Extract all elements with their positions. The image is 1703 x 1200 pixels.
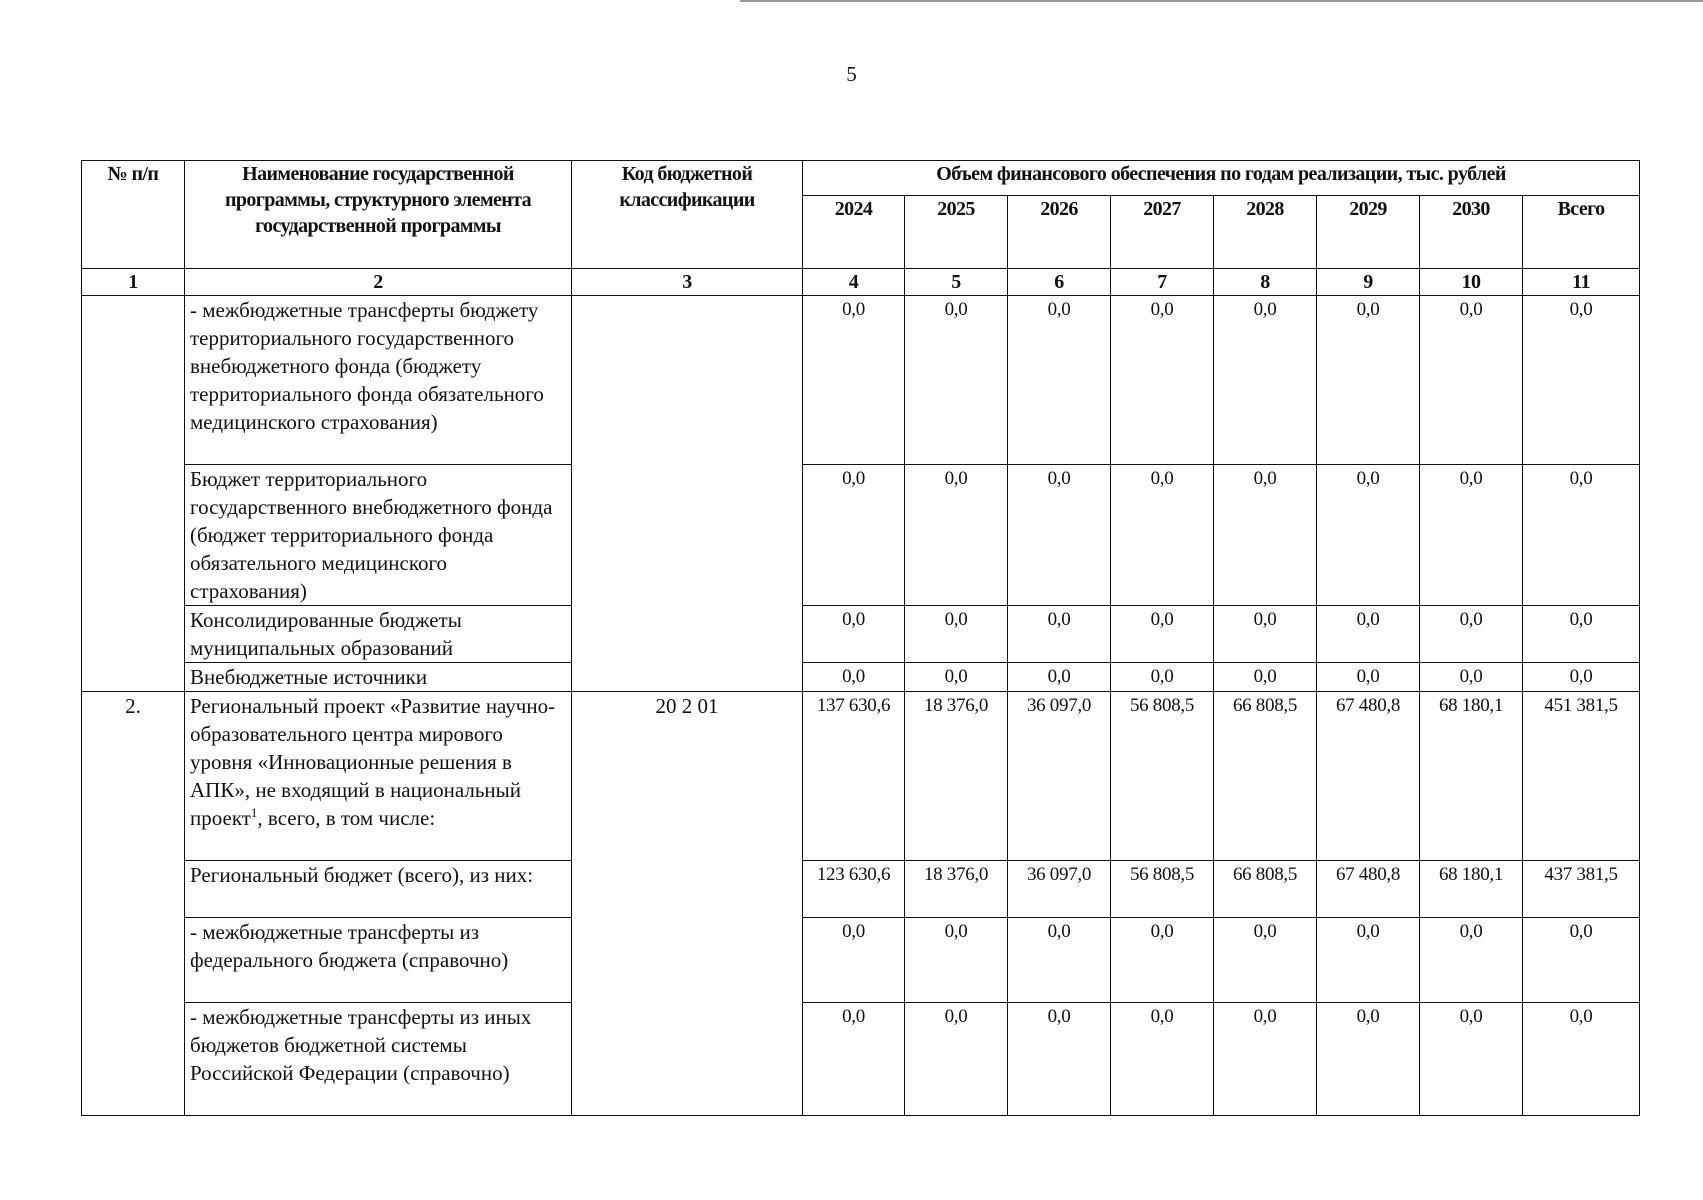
value-cell: 0,0: [1111, 296, 1214, 465]
value-cell: 0,0: [1214, 1003, 1317, 1116]
value-total-cell: 0,0: [1523, 296, 1640, 465]
row-name: Бюджет территориального государственного внебюджетного фонда (бюджет территориального фонда обязательного медицинского страхования): [185, 465, 572, 606]
value-cell: 0,0: [803, 918, 905, 1003]
value-cell: 0,0: [905, 918, 1008, 1003]
value-cell: 0,0: [1111, 918, 1214, 1003]
value-cell: 0,0: [1420, 663, 1523, 692]
value-cell: 0,0: [1111, 465, 1214, 606]
table-row: [82, 606, 1640, 663]
value-cell: 18 376,0: [905, 692, 1008, 861]
value-total-cell: 0,0: [1523, 918, 1640, 1003]
value-cell: 137 630,6: [803, 692, 905, 861]
value-cell: 0,0: [1420, 606, 1523, 663]
value-cell: 0,0: [1111, 1003, 1214, 1116]
row-name: - межбюджетные трансферты из федерального бюджета (справочно): [185, 918, 572, 1003]
value-total-cell: 451 381,5: [1523, 692, 1640, 861]
value-cell: 0,0: [905, 663, 1008, 692]
value-cell: 0,0: [905, 465, 1008, 606]
value-cell: 0,0: [1214, 465, 1317, 606]
header-np: № п/п: [82, 161, 185, 269]
column-number: 2: [185, 269, 572, 296]
value-total-cell: 437 381,5: [1523, 861, 1640, 918]
value-cell: 0,0: [1317, 606, 1420, 663]
value-cell: 123 630,6: [803, 861, 905, 918]
header-year: 2029: [1317, 196, 1420, 269]
value-cell: 67 480,8: [1317, 861, 1420, 918]
page-number: 5: [846, 62, 857, 86]
table-row: [82, 465, 1640, 606]
value-cell: 0,0: [1317, 465, 1420, 606]
value-cell: 0,0: [1317, 1003, 1420, 1116]
header-total: Всего: [1523, 196, 1640, 269]
value-cell: 66 808,5: [1214, 861, 1317, 918]
value-cell: 0,0: [1111, 663, 1214, 692]
column-number: 6: [1008, 269, 1111, 296]
value-total-cell: 0,0: [1523, 1003, 1640, 1116]
header-code: Код бюджетной классификации: [572, 161, 803, 269]
row-number: [82, 296, 185, 692]
value-cell: 0,0: [1008, 465, 1111, 606]
column-number: 5: [905, 269, 1008, 296]
header-funding-group: Объем финансового обеспечения по годам реализации, тыс. рублей: [803, 161, 1640, 196]
value-cell: 0,0: [1214, 918, 1317, 1003]
value-cell: 66 808,5: [1214, 692, 1317, 861]
header-name: Наименование государственной программы, структурного элемента государственной программы: [185, 161, 572, 269]
footnote-mark: 1: [250, 805, 258, 820]
column-number: 11: [1523, 269, 1640, 296]
table-row: [82, 692, 1640, 861]
value-cell: 68 180,1: [1420, 692, 1523, 861]
column-number: 7: [1111, 269, 1214, 296]
column-number: 4: [803, 269, 905, 296]
row-name: - межбюджетные трансферты из иных бюджетов бюджетной системы Российской Федерации (справочно): [185, 1003, 572, 1116]
value-cell: 0,0: [803, 606, 905, 663]
funding-table: [81, 160, 1640, 1116]
header-year: 2024: [803, 196, 905, 269]
value-cell: 36 097,0: [1008, 692, 1111, 861]
row-name: Внебюджетные источники: [185, 663, 572, 692]
value-cell: 36 097,0: [1008, 861, 1111, 918]
header-year: 2030: [1420, 196, 1523, 269]
value-total-cell: 0,0: [1523, 606, 1640, 663]
table-row: [82, 1003, 1640, 1116]
value-cell: 0,0: [905, 606, 1008, 663]
column-number: 3: [572, 269, 803, 296]
value-cell: 0,0: [905, 1003, 1008, 1116]
value-cell: 0,0: [1317, 663, 1420, 692]
row-code: 20 2 01: [572, 692, 803, 1116]
value-cell: 0,0: [803, 296, 905, 465]
project-name-tail: , всего, в том числе:: [257, 806, 436, 830]
header-year: 2026: [1008, 196, 1111, 269]
value-cell: 68 180,1: [1420, 861, 1523, 918]
value-cell: 0,0: [1008, 606, 1111, 663]
value-cell: 56 808,5: [1111, 692, 1214, 861]
value-cell: 0,0: [905, 296, 1008, 465]
project-name-text: Региональный проект «Развитие научно-образовательного центра мирового уровня «Инновационные решения в АПК», не входящий в национальный проект: [190, 694, 556, 830]
value-cell: 0,0: [1214, 663, 1317, 692]
value-total-cell: 0,0: [1523, 465, 1640, 606]
table-row: [82, 296, 1640, 465]
column-number: 10: [1420, 269, 1523, 296]
column-number: 1: [82, 269, 185, 296]
value-cell: 0,0: [1317, 918, 1420, 1003]
value-cell: 0,0: [803, 465, 905, 606]
table-row: [82, 861, 1640, 918]
value-cell: 0,0: [1008, 296, 1111, 465]
value-cell: 18 376,0: [905, 861, 1008, 918]
value-cell: 0,0: [1420, 1003, 1523, 1116]
row-name: - межбюджетные трансферты бюджету территориального государственного внебюджетного фонда (бюджету территориального фонда обязательного медицинского страхования): [185, 296, 572, 465]
value-cell: 0,0: [1008, 663, 1111, 692]
value-cell: 0,0: [1214, 606, 1317, 663]
column-number: 8: [1214, 269, 1317, 296]
row-number: 2.: [82, 692, 185, 1116]
value-cell: 0,0: [1008, 1003, 1111, 1116]
table-row: [82, 918, 1640, 1003]
header-year: 2028: [1214, 196, 1317, 269]
value-cell: 0,0: [1214, 296, 1317, 465]
column-number: 9: [1317, 269, 1420, 296]
value-cell: 56 808,5: [1111, 861, 1214, 918]
value-cell: 0,0: [1111, 606, 1214, 663]
value-cell: 0,0: [1420, 465, 1523, 606]
value-cell: 0,0: [1420, 296, 1523, 465]
scan-edge-line: [740, 0, 1703, 2]
value-cell: 0,0: [1317, 296, 1420, 465]
value-cell: 0,0: [803, 663, 905, 692]
value-cell: 0,0: [803, 1003, 905, 1116]
row-name: Консолидированные бюджеты муниципальных образований: [185, 606, 572, 663]
header-year: 2025: [905, 196, 1008, 269]
header-year: 2027: [1111, 196, 1214, 269]
row-name-project: [185, 692, 572, 861]
value-cell: 0,0: [1008, 918, 1111, 1003]
row-code: [572, 296, 803, 692]
row-name: Региональный бюджет (всего), из них:: [185, 861, 572, 918]
value-total-cell: 0,0: [1523, 663, 1640, 692]
value-cell: 67 480,8: [1317, 692, 1420, 861]
value-cell: 0,0: [1420, 918, 1523, 1003]
table-row: [82, 663, 1640, 692]
